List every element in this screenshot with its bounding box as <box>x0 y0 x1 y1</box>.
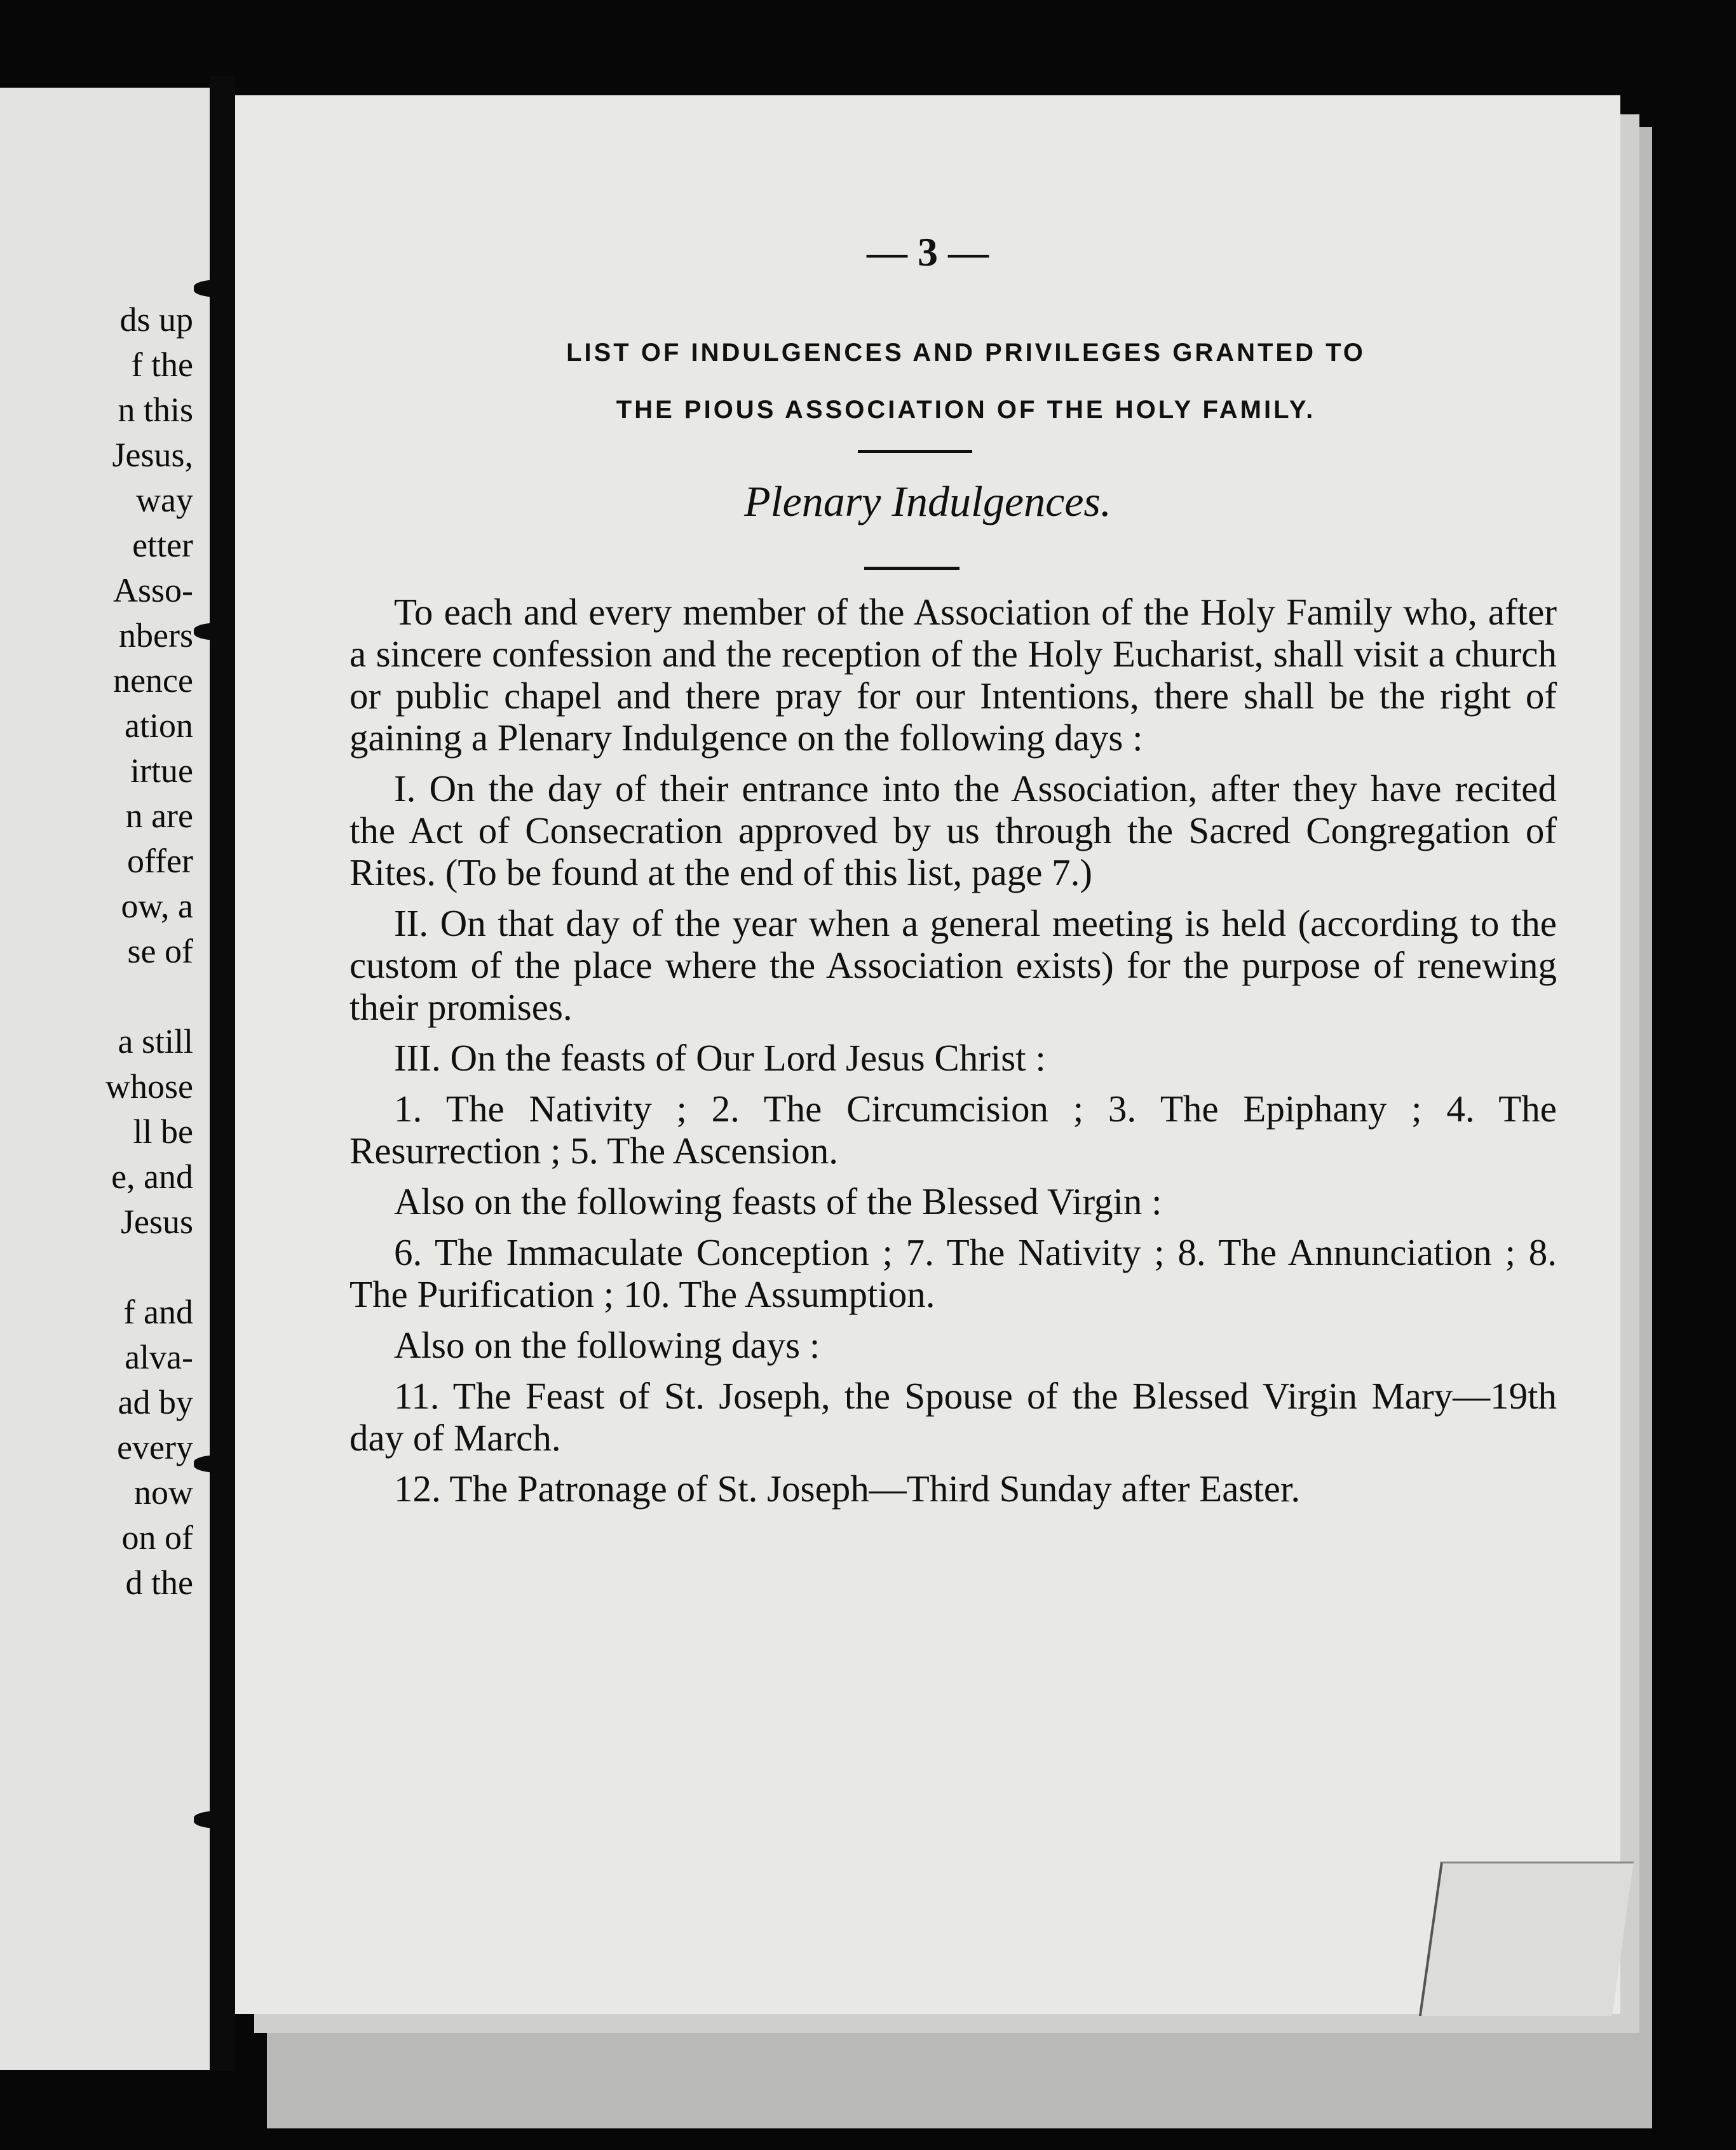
left-line: f and <box>123 1293 193 1331</box>
left-line: now <box>134 1473 193 1511</box>
left-line: e, and <box>111 1158 193 1196</box>
left-line: se of <box>127 932 193 970</box>
right-page <box>235 95 1620 2014</box>
left-line: d the <box>125 1564 193 1602</box>
divider-rule <box>864 567 960 570</box>
left-line: Asso- <box>112 571 193 609</box>
divider-rule <box>858 450 972 453</box>
paragraph: 1. The Nativity ; 2. The Circumcision ; 3. The Epiphany ; 4. The Resurrection ; 5. The Ascension. <box>349 1088 1557 1172</box>
left-line: n are <box>125 797 193 835</box>
paragraph: 12. The Patronage of St. Joseph—Third Sunday after Easter. <box>394 1468 1301 1510</box>
paragraph: Also on the following feasts of the Blessed Virgin : <box>394 1180 1162 1222</box>
heading-line: THE PIOUS ASSOCIATION OF THE HOLY FAMILY. <box>616 396 1316 424</box>
left-line: ad by <box>118 1383 193 1421</box>
left-line: whose <box>105 1067 193 1105</box>
left-line: nence <box>113 661 193 700</box>
left-line: alva- <box>125 1338 193 1376</box>
left-line: n this <box>118 391 193 429</box>
left-line: Jesus, <box>112 436 193 474</box>
paragraph: To each and every member of the Association of the Holy Family who, after a sincere confession and the reception of the Holy Eucharist, shall visit a church or public chapel and there pray for our Intentions, there shall be the right of gaining a Plenary Indulgence on the following days : <box>349 591 1557 759</box>
book-gutter <box>210 76 235 2071</box>
left-line: offer <box>127 842 193 880</box>
page-body <box>349 591 1557 1518</box>
left-line: Jesus <box>120 1203 193 1241</box>
heading-line: LIST OF INDULGENCES AND PRIVILEGES GRANTED TO <box>566 339 1366 367</box>
paragraph: I. On the day of their entrance into the Association, after they have recited the Act of Consecration approved by us through the Sacred Congregation of Rites. (To be found at the end of this list, page 7.) <box>349 767 1557 893</box>
left-page-text <box>105 297 193 1606</box>
left-line: irtue <box>130 752 193 790</box>
left-line: ll be <box>133 1112 193 1151</box>
left-line: etter <box>132 526 193 564</box>
section-subheading: Plenary Indulgences. <box>744 477 1111 525</box>
left-line: a still <box>118 1022 193 1060</box>
left-line: ow, a <box>121 887 193 925</box>
left-line: every <box>117 1428 193 1466</box>
left-line-gap <box>105 974 193 1019</box>
page-corner-curl <box>1419 1862 1634 2016</box>
page-number: — 3 — <box>867 229 989 274</box>
paragraph: II. On that day of the year when a general meeting is held (according to the custom of the place where the Association exists) for the purpose of renewing their promises. <box>349 902 1557 1028</box>
left-line: ation <box>125 707 193 745</box>
left-line: ds up <box>119 301 193 339</box>
left-line: way <box>136 481 193 519</box>
paragraph: Also on the following days : <box>394 1324 820 1366</box>
paragraph: 6. The Immaculate Conception ; 7. The Nativity ; 8. The Annunciation ; 8. The Purification ; 10. The Assumption. <box>349 1231 1557 1315</box>
paragraph: III. On the feasts of Our Lord Jesus Christ : <box>394 1037 1046 1079</box>
left-facing-page <box>0 88 210 2070</box>
paragraph: 11. The Feast of St. Joseph, the Spouse of the Blessed Virgin Mary—19th day of March. <box>349 1375 1557 1459</box>
left-line: f the <box>131 346 193 384</box>
left-line: nbers <box>119 616 193 654</box>
left-line: on of <box>121 1518 193 1557</box>
page-heading <box>362 324 1570 438</box>
left-line-gap <box>105 1245 193 1290</box>
